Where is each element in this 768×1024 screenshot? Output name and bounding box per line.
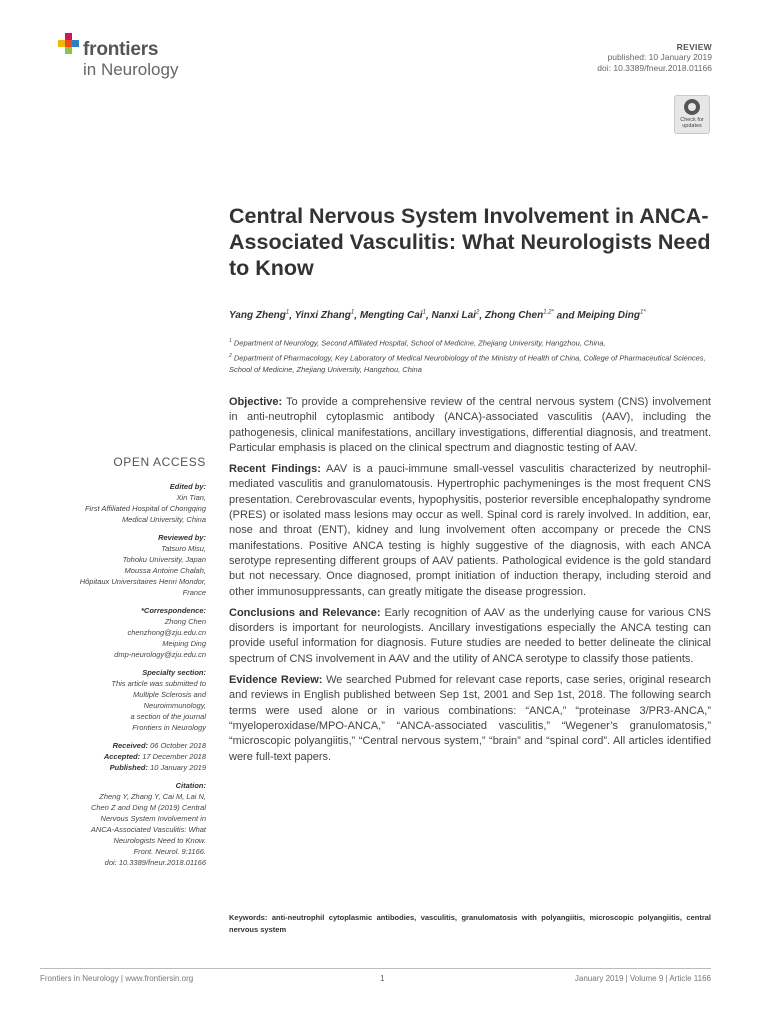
published-date-sidebar: Published: 10 January 2019 [109, 763, 206, 772]
author[interactable]: Meiping Ding$^{1*}$ [577, 310, 646, 322]
published-date: published: 10 January 2019 [607, 52, 712, 62]
correspondent-email[interactable]: dmp-neurology@zju.edu.cn [114, 650, 206, 659]
author[interactable]: Yinxi Zhang$^1$ [294, 310, 355, 322]
check-for-updates-badge[interactable] [674, 95, 710, 134]
correspondent-name: Zhong Chen [164, 617, 206, 626]
edited-by-heading: Edited by: [169, 482, 206, 491]
article-sidebar [40, 455, 206, 868]
citation-doi[interactable]: doi: 10.3389/fneur.2018.01166 [104, 858, 206, 867]
frontiers-logo-icon [56, 33, 80, 57]
author-list: Yang Zheng$^1$, Yinxi Zhang$^1$, Mengting Cai$^1$, Nanxi Lai$^2$, Zhong Chen$^{1,2*}$ and Meiping Ding$^{1*}$ [229, 310, 646, 322]
open-access-label: OPEN ACCESS [113, 455, 206, 469]
page-number: 1 [380, 974, 385, 983]
accepted-date: Accepted: 17 December 2018 [103, 752, 206, 761]
specialty-line: a section of the journal [130, 712, 206, 721]
correspondent-email[interactable]: chenzhong@zju.edu.cn [127, 628, 206, 637]
abstract-objective: Objective: To provide a comprehensive review of the central nervous system (CNS) involvement in anti-neutrophil cytoplasmic antibody (ANCA)-associated vasculitis (AAV), including the pathogenesis, clinical manifestations, ancillary investigations, differential diagnosis, and treatment. Particular emphasis is placed on the clinical spectrum and diagnostic testing of AAV. [229, 396, 711, 454]
check-badge-label: Check for updates [680, 117, 704, 129]
citation-line: Chen Z and Ding M (2019) Central [90, 803, 206, 812]
specialty-line: Multiple Sclerosis and [133, 690, 206, 699]
received-date: Received: 06 October 2018 [112, 741, 206, 750]
article-type: REVIEW [676, 42, 712, 52]
abstract [229, 395, 711, 771]
affiliation: $^2$ Department of Pharmacology, Key Laboratory of Medical Neurobiology of the Ministry of Health of China, College of Pharmaceutical Sciences, School of Medicine, Zhejiang University, Hangzhou, China [229, 352, 706, 374]
abstract-conclusions: Conclusions and Relevance: Early recognition of AAV as the underlying cause for various CNS disorders is important for neurologists. Ancillary investigations especially the ANCA testing can provide useful information for diagnosis. Future studies are needed to better delineate the clinical spectrum of CNS involvement in AAV and the utility of ANCA serotype to classify those patients. [229, 606, 711, 665]
footer-volume-info: January 2019 | Volume 9 | Article 1166 [574, 974, 711, 983]
author[interactable]: Mengting Cai$^1$ [359, 310, 426, 322]
specialty-line: This article was submitted to [111, 679, 206, 688]
reviewer-line[interactable]: Tatsuro Misu, [161, 544, 206, 553]
logo-journal: in Neurology [83, 60, 179, 79]
reviewer-line: Tohoku University, Japan [122, 555, 206, 564]
specialty-line: Neuroimmunology, [143, 701, 206, 710]
article-title: Central Nervous System Involvement in ANCA-Associated Vasculitis: What Neurologists Need to Know [229, 204, 711, 280]
footer-journal-link[interactable]: Frontiers in Neurology | www.frontiersin.org [40, 974, 194, 983]
citation-heading: Citation: [175, 781, 206, 790]
reviewed-by-heading: Reviewed by: [158, 533, 206, 542]
editor-line: First Affiliated Hospital of Chongqing [84, 504, 206, 513]
journal-logo [56, 33, 206, 83]
check-updates-icon [684, 99, 700, 115]
reviewer-line: France [182, 588, 206, 597]
reviewer-line: Hôpitaux Universitaires Henri Mondor, [79, 577, 206, 586]
footer-divider [40, 968, 711, 969]
logo-brand: frontiers [83, 39, 159, 60]
affiliation: $^1$ Department of Neurology, Second Affiliated Hospital, School of Medicine, Zhejiang University, Hangzhou, China, [229, 338, 606, 348]
citation-line: ANCA-Associated Vasculitis: What [90, 825, 206, 834]
keywords: Keywords: anti-neutrophil cytoplasmic antibodies, vasculitis, granulomatosis with polyangiitis, microscopic polyangiitis, central nervous system [229, 913, 711, 934]
article-meta [597, 42, 712, 74]
abstract-evidence-review: Evidence Review: We searched Pubmed for relevant case reports, case series, original research and reviews in English published between Sep 1st, 2001 and Sep 1st, 2018. The following search terms were used alone or in various combinations: “ANCA,” “proteinase 3/PR3-ANCA,” “myeloperoxidase/MPO-ANCA,” “ANCA-associated vasculitis,” “Wegener’s granulomatosis,” “microscopic polyangiitis,” “Central nervous system,” “brain” and “spinal cord”. All articles identified were full-text papers. [229, 674, 712, 763]
affiliations [229, 335, 719, 376]
author[interactable]: Zhong Chen$^{1,2*}$ [484, 310, 554, 322]
editor-line: Medical University, China [121, 515, 206, 524]
abstract-recent-findings: Recent Findings: AAV is a pauci-immune small-vessel vasculitis characterized by neutrophil-mediated vasculitis and granulomatousis. Hypertrophic pachymeninges is the most frequent CNS presentation. Cerebrovascular events, hypophysitis, posterior reversible encephalopathy syndrome (PRES) or isolated mass lesions may occur as well. Spinal cord is rarely involved. In addition, ear, nose and throat (ENT), kidney and lung involvement often accompany or precede the CNS manifestations. Positive ANCA testing is highly suggestive of the diagnosis, with each ANCA serotype representing different groups of AAV patients. Pathological evidence is the gold standard but not necessary. Once diagnosed, prompt initiation of induction therapy, including steroid and other immunosuppressants, can greatly mitigate the disease progression. [229, 463, 711, 598]
editor-line[interactable]: Xin Tian, [176, 493, 206, 502]
correspondence-heading: *Correspondence: [140, 606, 206, 615]
specialty-line: Frontiers in Neurology [132, 723, 206, 732]
specialty-heading: Specialty section: [142, 668, 206, 677]
citation-line: Neurologists Need to Know. [113, 836, 206, 845]
citation-line: Nervous System Involvement in [100, 814, 206, 823]
author[interactable]: Yang Zheng$^1$ [229, 310, 290, 322]
citation-line: Zheng Y, Zhang Y, Cai M, Lai N, [99, 792, 206, 801]
citation-line: Front. Neurol. 9:1166. [133, 847, 206, 856]
author[interactable]: Nanxi Lai$^2$ [431, 310, 480, 322]
reviewer-line[interactable]: Moussa Antoine Chalah, [124, 566, 206, 575]
correspondent-name: Meiping Ding [162, 639, 206, 648]
doi-link[interactable]: doi: 10.3389/fneur.2018.01166 [597, 63, 712, 73]
